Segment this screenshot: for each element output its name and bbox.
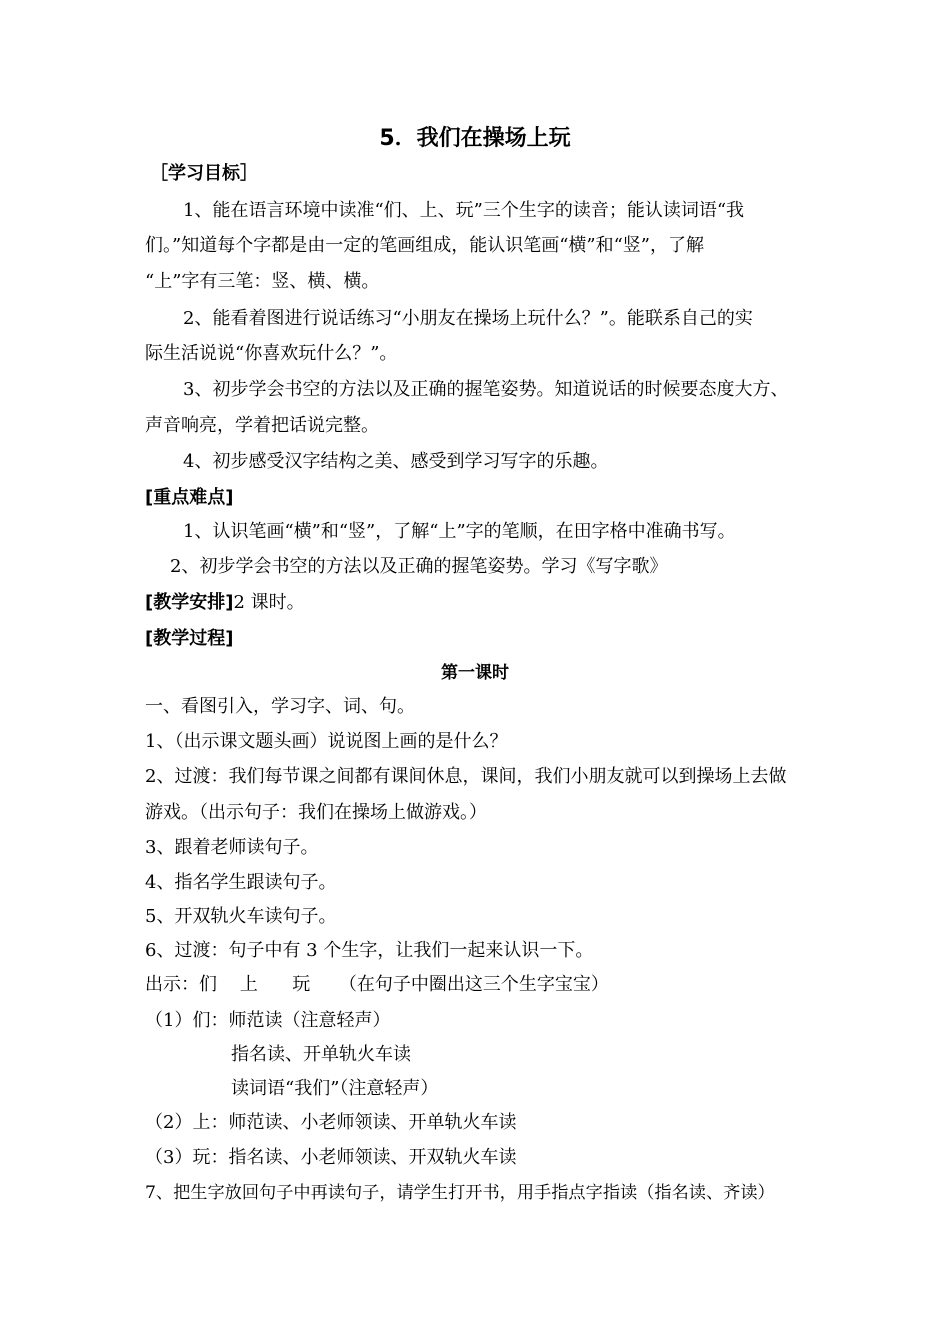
char-1-b: 指名读、开单轨火车读 — [231, 1044, 411, 1065]
step-6: 6、过渡：句子中有 3 个生字，让我们一起来认识一下。 — [145, 940, 594, 961]
key-point-1: 1、认识笔画“横”和“竖”，了解“上”字的笔顺，在田字格中准确书写。 — [183, 521, 736, 542]
objective-2-line-2: 际生活说说“你喜欢玩什么？”。 — [145, 343, 398, 364]
section-heading-arrangement: [教学安排] — [145, 592, 234, 613]
section-heading-objectives: ［学习目标］ — [150, 163, 258, 184]
arrangement-value: 2 课时。 — [233, 592, 305, 613]
section-heading-key-points: [重点难点] — [145, 487, 234, 508]
lesson-heading: 第一课时 — [441, 663, 509, 683]
step-2-line-2: 游戏。（出示句子：我们在操场上做游戏。） — [145, 802, 487, 823]
section-heading-process: [教学过程] — [145, 628, 234, 649]
objective-1-line-2: 们。”知道每个字都是由一定的笔画组成，能认识笔画“横”和“竖”，了解 — [145, 235, 705, 256]
key-point-2: 2、初步学会书空的方法以及正确的握笔姿势。学习《写字歌》 — [170, 556, 668, 577]
char-3: （3）玩：指名读、小老师领读、开双轨火车读 — [145, 1147, 517, 1168]
show-characters: 出示：们 上 玩 （在句子中圈出这三个生字宝宝） — [145, 974, 609, 995]
char-1-a: （1）们：师范读（注意轻声） — [145, 1010, 391, 1031]
step-5: 5、开双轨火车读句子。 — [145, 906, 337, 927]
objective-3-line-1: 3、初步学会书空的方法以及正确的握笔姿势。知道说话的时候要态度大方、 — [183, 379, 789, 400]
step-7: 7、把生字放回句子中再读句子，请学生打开书，用手指点字指读（指名读、齐读） — [145, 1183, 775, 1203]
objective-1-line-1: 1、能在语言环境中读准“们、上、玩”三个生字的读音；能认读词语“我 — [183, 200, 745, 221]
section-arrangement — [145, 591, 305, 615]
objective-1-line-3: “上”字有三笔：竖、横、横。 — [145, 271, 380, 292]
char-1-c: 读词语“我们”（注意轻声） — [231, 1078, 439, 1099]
objective-3-line-2: 声音响亮，学着把话说完整。 — [145, 415, 379, 436]
step-2-line-1: 2、过渡：我们每节课之间都有课间休息，课间，我们小朋友就可以到操场上去做 — [145, 766, 787, 787]
objective-4: 4、初步感受汉字结构之美、感受到学习写字的乐趣。 — [183, 451, 609, 472]
step-4: 4、指名学生跟读句子。 — [145, 872, 337, 893]
document-title: 5．我们在操场上玩 — [379, 126, 571, 151]
step-intro: 一、看图引入，学习字、词、句。 — [145, 696, 415, 717]
step-3: 3、跟着老师读句子。 — [145, 837, 319, 858]
char-2: （2）上：师范读、小老师领读、开单轨火车读 — [145, 1112, 517, 1133]
objective-2-line-1: 2、能看着图进行说话练习“小朋友在操场上玩什么？”。能联系自己的实 — [183, 308, 753, 329]
step-1: 1、（出示课文题头画）说说图上画的是什么？ — [145, 731, 508, 752]
